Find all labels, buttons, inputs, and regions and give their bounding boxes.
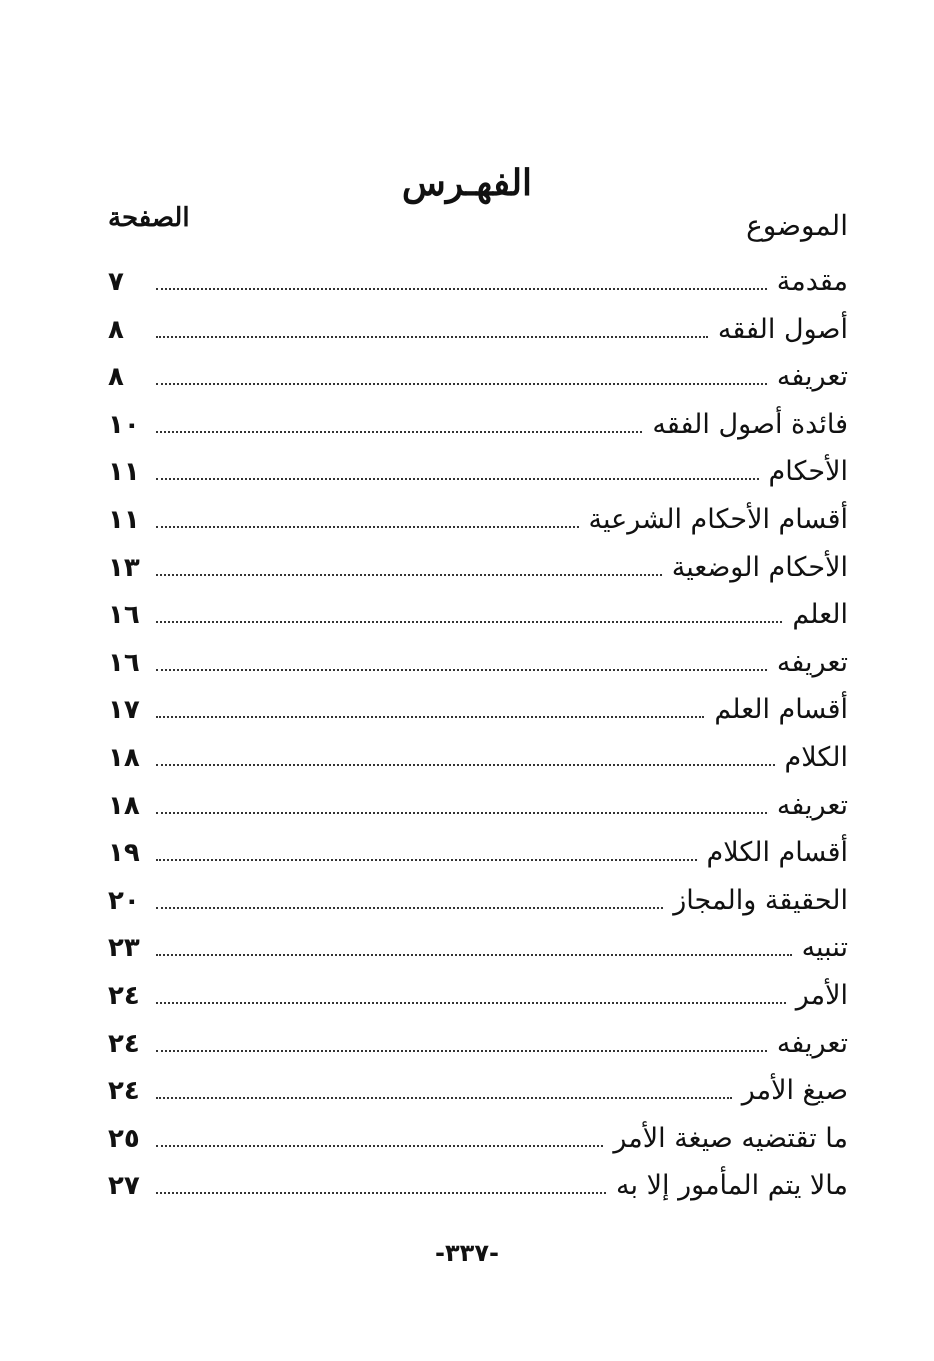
toc-entry-page: ١٦ <box>108 647 140 678</box>
toc-entry <box>108 353 848 401</box>
toc-entry-topic: مقدمة <box>776 266 848 297</box>
toc-entry <box>108 1115 848 1163</box>
toc-entry-page: ٢٤ <box>108 980 140 1011</box>
toc-entry-page: ١١ <box>108 457 140 488</box>
toc-entry <box>108 544 848 592</box>
toc-entry <box>108 1162 848 1210</box>
page-number: -٣٣٧- <box>435 1239 499 1267</box>
toc-entry-page: ١٨ <box>108 790 140 821</box>
toc-entry <box>108 972 848 1020</box>
toc-entry-topic: أقسام العلم <box>714 694 848 726</box>
toc-entry-page: ٢٤ <box>108 1076 140 1107</box>
toc-entry <box>108 829 848 877</box>
leader-dots <box>156 620 782 623</box>
leader-dots <box>156 906 663 909</box>
page-title: الفهـرس <box>401 162 533 204</box>
toc-entry-topic: الأحكام الوضعية <box>671 551 848 583</box>
leader-dots <box>156 1096 732 1099</box>
toc-entry-page: ٨ <box>108 362 124 393</box>
leader-dots <box>156 811 767 814</box>
toc-entry-page: ٧ <box>108 267 124 297</box>
leader-dots <box>156 858 697 861</box>
leader-dots <box>156 1191 606 1194</box>
toc-entry <box>108 1067 848 1115</box>
leader-dots <box>156 953 792 956</box>
leader-dots <box>156 430 642 433</box>
toc-entry-page: ٢٧ <box>108 1171 140 1202</box>
topic-column-label: الموضوع <box>746 209 848 242</box>
toc-entry <box>108 924 848 972</box>
toc-entry-page: ٢٠ <box>108 885 140 916</box>
leader-dots <box>156 763 775 766</box>
toc-entry-topic: تعريفه <box>776 789 848 821</box>
toc-entry-page: ١١ <box>108 504 140 535</box>
toc-entry <box>108 782 848 830</box>
toc-entry-topic: الأمر <box>795 979 848 1011</box>
toc-entry <box>108 306 848 354</box>
toc-entry-topic: تعريفه <box>776 646 848 678</box>
leader-dots <box>156 525 579 528</box>
leader-dots <box>156 287 767 290</box>
toc-entry-page: ٢٤ <box>108 1028 140 1059</box>
toc-entry-page: ٢٣ <box>108 933 140 964</box>
toc-entry <box>108 448 848 496</box>
leader-dots <box>156 477 759 480</box>
leader-dots <box>156 1049 767 1052</box>
toc-entry-topic: صيغ الأمر <box>741 1075 848 1107</box>
toc-entry <box>108 496 848 544</box>
leader-dots <box>156 715 704 718</box>
toc-entry-page: ١٦ <box>108 600 140 631</box>
toc-entry-topic: فائدة أصول الفقه <box>652 408 848 440</box>
toc-entry-topic: تعريفه <box>776 361 848 393</box>
toc-entry <box>108 258 848 306</box>
leader-dots <box>156 573 662 576</box>
toc-entry-topic: الأحكام <box>768 456 848 488</box>
toc-entry-topic: أصول الفقه <box>717 313 848 345</box>
toc-entry <box>108 734 848 782</box>
toc-entry <box>108 1020 848 1068</box>
toc-entry-topic: تعريفه <box>776 1027 848 1059</box>
toc-entry-page: ١٠ <box>108 409 140 440</box>
table-of-contents <box>108 258 848 1210</box>
toc-entry-page: ١٨ <box>108 742 140 773</box>
toc-entry-page: ١٧ <box>108 695 140 726</box>
leader-dots <box>156 1001 786 1004</box>
leader-dots <box>156 382 767 385</box>
toc-entry-topic: تنبيه <box>801 932 848 964</box>
toc-entry <box>108 401 848 449</box>
toc-entry-page: ١٩ <box>108 838 140 869</box>
page-column-label: الصفحة <box>108 203 190 233</box>
toc-entry <box>108 639 848 687</box>
toc-entry-topic: أقسام الأحكام الشرعية <box>588 503 848 535</box>
toc-entry-topic: العلم <box>792 599 848 631</box>
leader-dots <box>156 335 708 338</box>
toc-header <box>108 200 848 248</box>
toc-entry-page: ٨ <box>108 314 124 345</box>
toc-entry <box>108 877 848 925</box>
toc-entry-page: ٢٥ <box>108 1123 140 1154</box>
toc-entry <box>108 686 848 734</box>
toc-entry-topic: أقسام الكلام <box>706 837 848 869</box>
leader-dots <box>156 668 767 671</box>
toc-entry-topic: ما تقتضيه صيغة الأمر <box>613 1122 848 1154</box>
toc-entry-topic: الكلام <box>784 741 848 773</box>
toc-entry-topic: الحقيقة والمجاز <box>673 884 848 916</box>
leader-dots <box>156 1144 603 1147</box>
toc-entry <box>108 591 848 639</box>
toc-entry-page: ١٣ <box>108 552 140 583</box>
toc-entry-topic: مالا يتم المأمور إلا به <box>616 1170 848 1202</box>
